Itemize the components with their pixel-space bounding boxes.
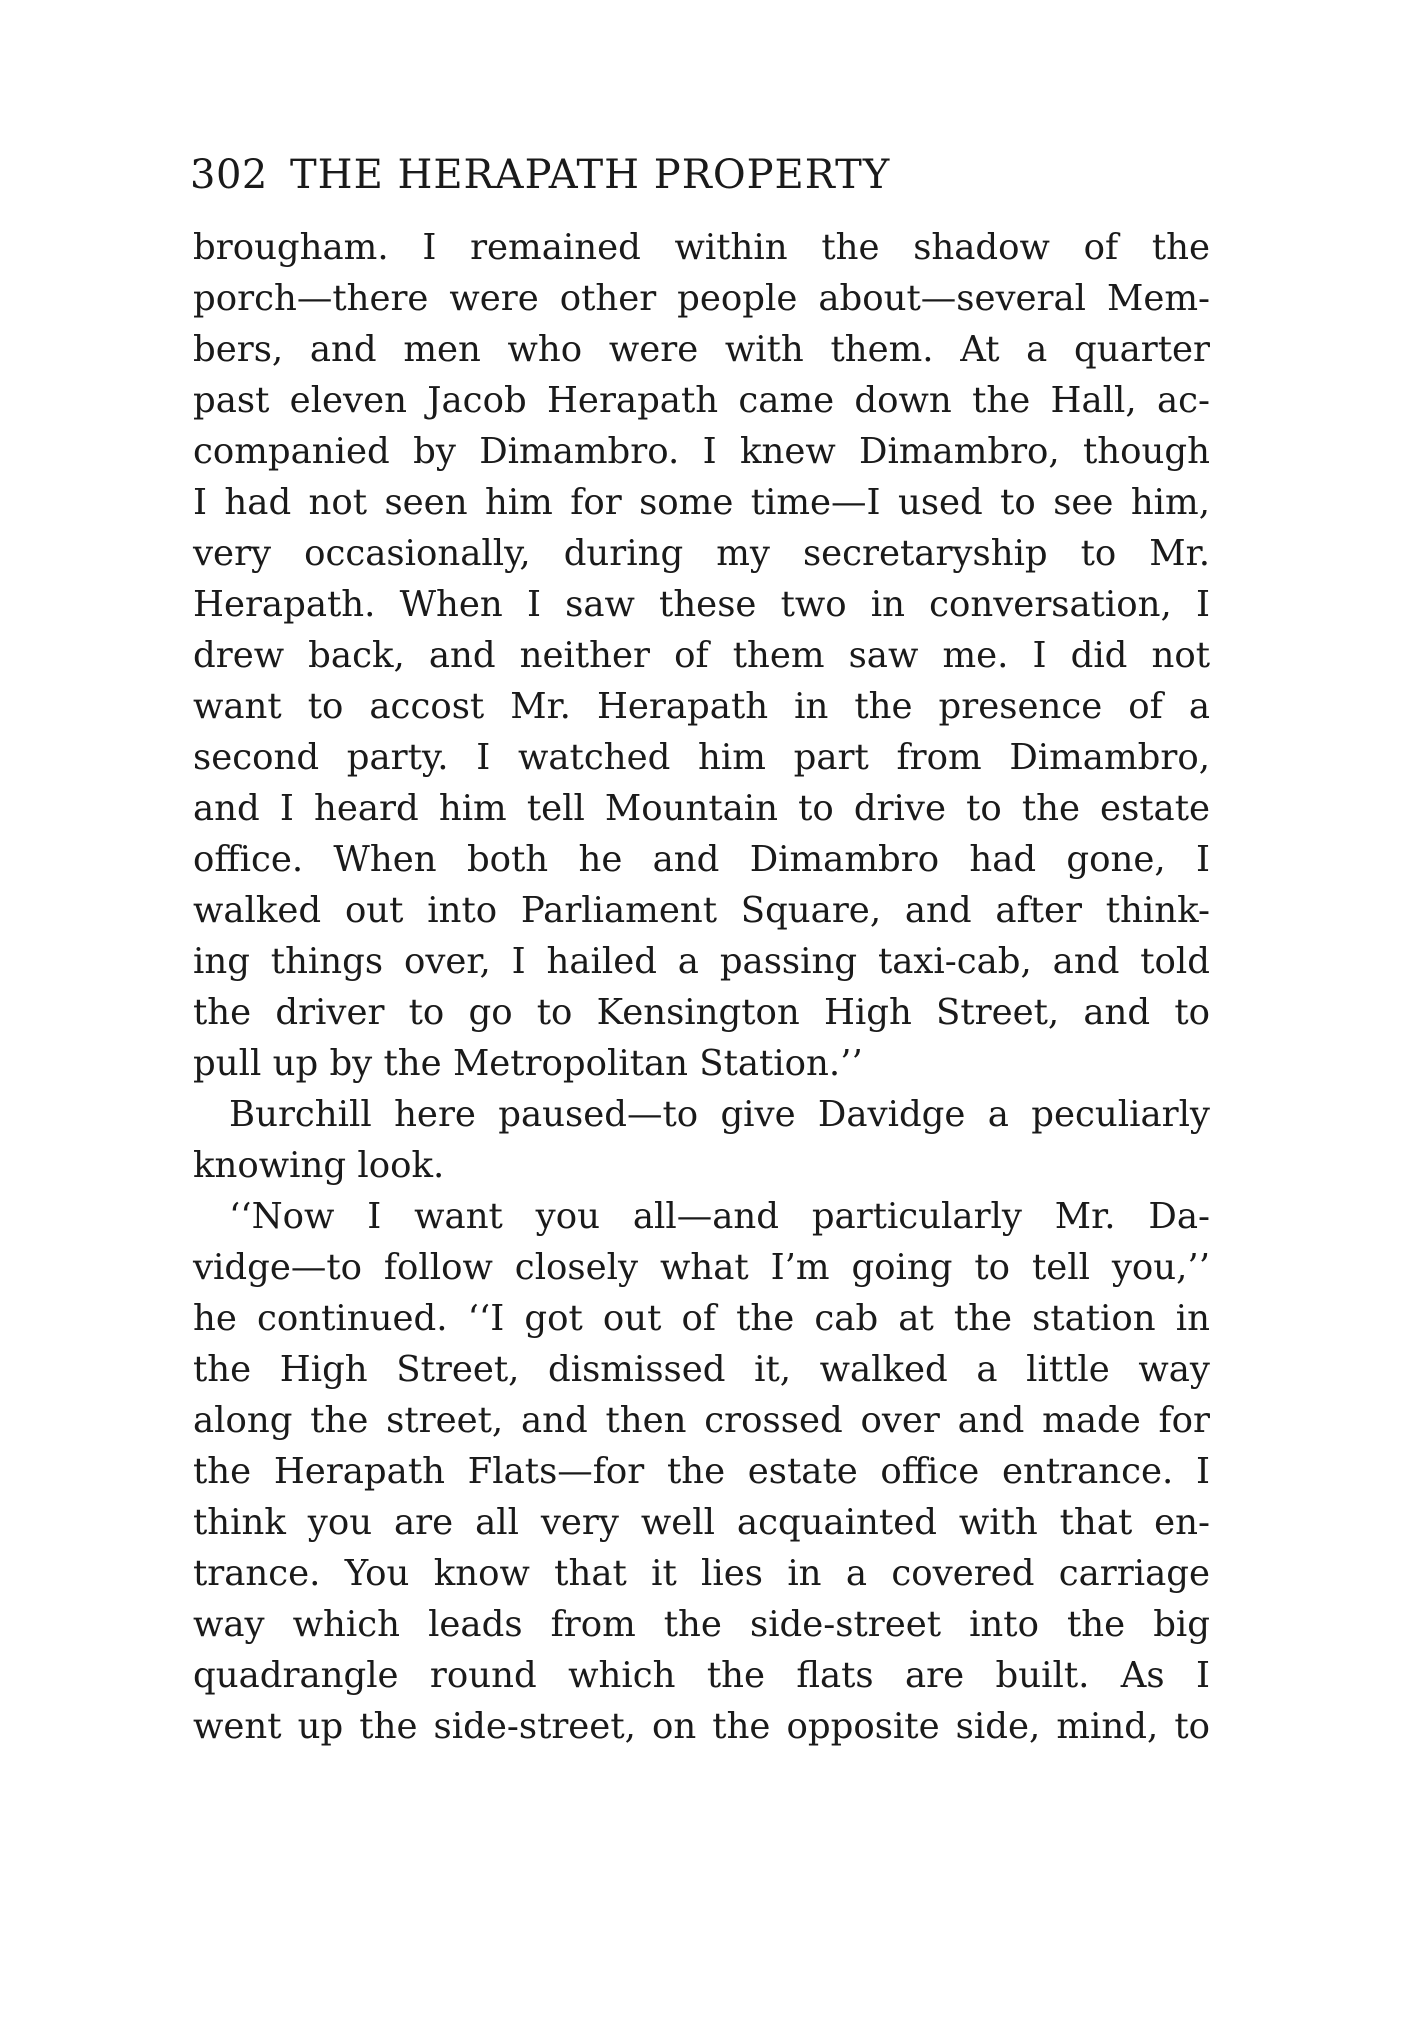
text-line: office. When both he and Dimambro had gone, I bbox=[193, 839, 1210, 880]
text-line: past eleven Jacob Herapath came down the Hall, ac- bbox=[193, 380, 1210, 421]
text-line: quadrangle round which the flats are built. As I bbox=[193, 1655, 1210, 1696]
text-line: very occasionally, during my secretaryship to Mr. bbox=[193, 533, 1210, 574]
text-line: companied by Dimambro. I knew Dimambro, though bbox=[193, 431, 1210, 472]
text-line: pull up by the Metropolitan Station.’’ bbox=[193, 1043, 863, 1084]
text-line: porch—there were other people about—several Mem- bbox=[193, 278, 1210, 319]
running-title: THE HERAPATH PROPERTY bbox=[290, 152, 891, 198]
text-line: went up the side-street, on the opposite side, mind, to bbox=[193, 1706, 1210, 1747]
text-line: the driver to go to Kensington High Street, and to bbox=[193, 992, 1210, 1033]
text-line: knowing look. bbox=[193, 1145, 445, 1186]
text-line: Burchill here paused—to give Davidge a peculiarly bbox=[229, 1094, 1210, 1135]
text-line: the Herapath Flats—for the estate office entrance. I bbox=[193, 1451, 1210, 1492]
text-line: and I heard him tell Mountain to drive to the estate bbox=[193, 788, 1210, 829]
text-line: ing things over, I hailed a passing taxi-cab, and told bbox=[193, 941, 1210, 982]
text-line: want to accost Mr. Herapath in the presence of a bbox=[193, 686, 1210, 727]
text-line: I had not seen him for some time—I used to see him, bbox=[193, 482, 1210, 523]
text-line: ‘‘Now I want you all—and particularly Mr. Da- bbox=[229, 1196, 1210, 1237]
text-line: brougham. I remained within the shadow of the bbox=[193, 227, 1210, 268]
text-line: second party. I watched him part from Dimambro, bbox=[193, 737, 1210, 778]
text-line: walked out into Parliament Square, and after think- bbox=[193, 890, 1210, 931]
text-line: drew back, and neither of them saw me. I did not bbox=[193, 635, 1210, 676]
text-line: along the street, and then crossed over and made for bbox=[193, 1400, 1210, 1441]
text-line: way which leads from the side-street into the big bbox=[193, 1604, 1210, 1645]
text-line: trance. You know that it lies in a covered carriage bbox=[193, 1553, 1210, 1594]
text-line: the High Street, dismissed it, walked a little way bbox=[193, 1349, 1210, 1390]
text-line: think you are all very well acquainted with that en- bbox=[193, 1502, 1210, 1543]
text-line: he continued. ‘‘I got out of the cab at the station in bbox=[193, 1298, 1210, 1339]
text-line: vidge—to follow closely what I’m going to tell you,’’ bbox=[193, 1247, 1210, 1288]
page-number: 302 bbox=[190, 152, 268, 198]
body-text bbox=[193, 222, 1210, 1752]
text-line: bers, and men who were with them. At a quarter bbox=[193, 329, 1210, 370]
page-header bbox=[190, 150, 1050, 200]
text-line: Herapath. When I saw these two in conversation, I bbox=[193, 584, 1210, 625]
